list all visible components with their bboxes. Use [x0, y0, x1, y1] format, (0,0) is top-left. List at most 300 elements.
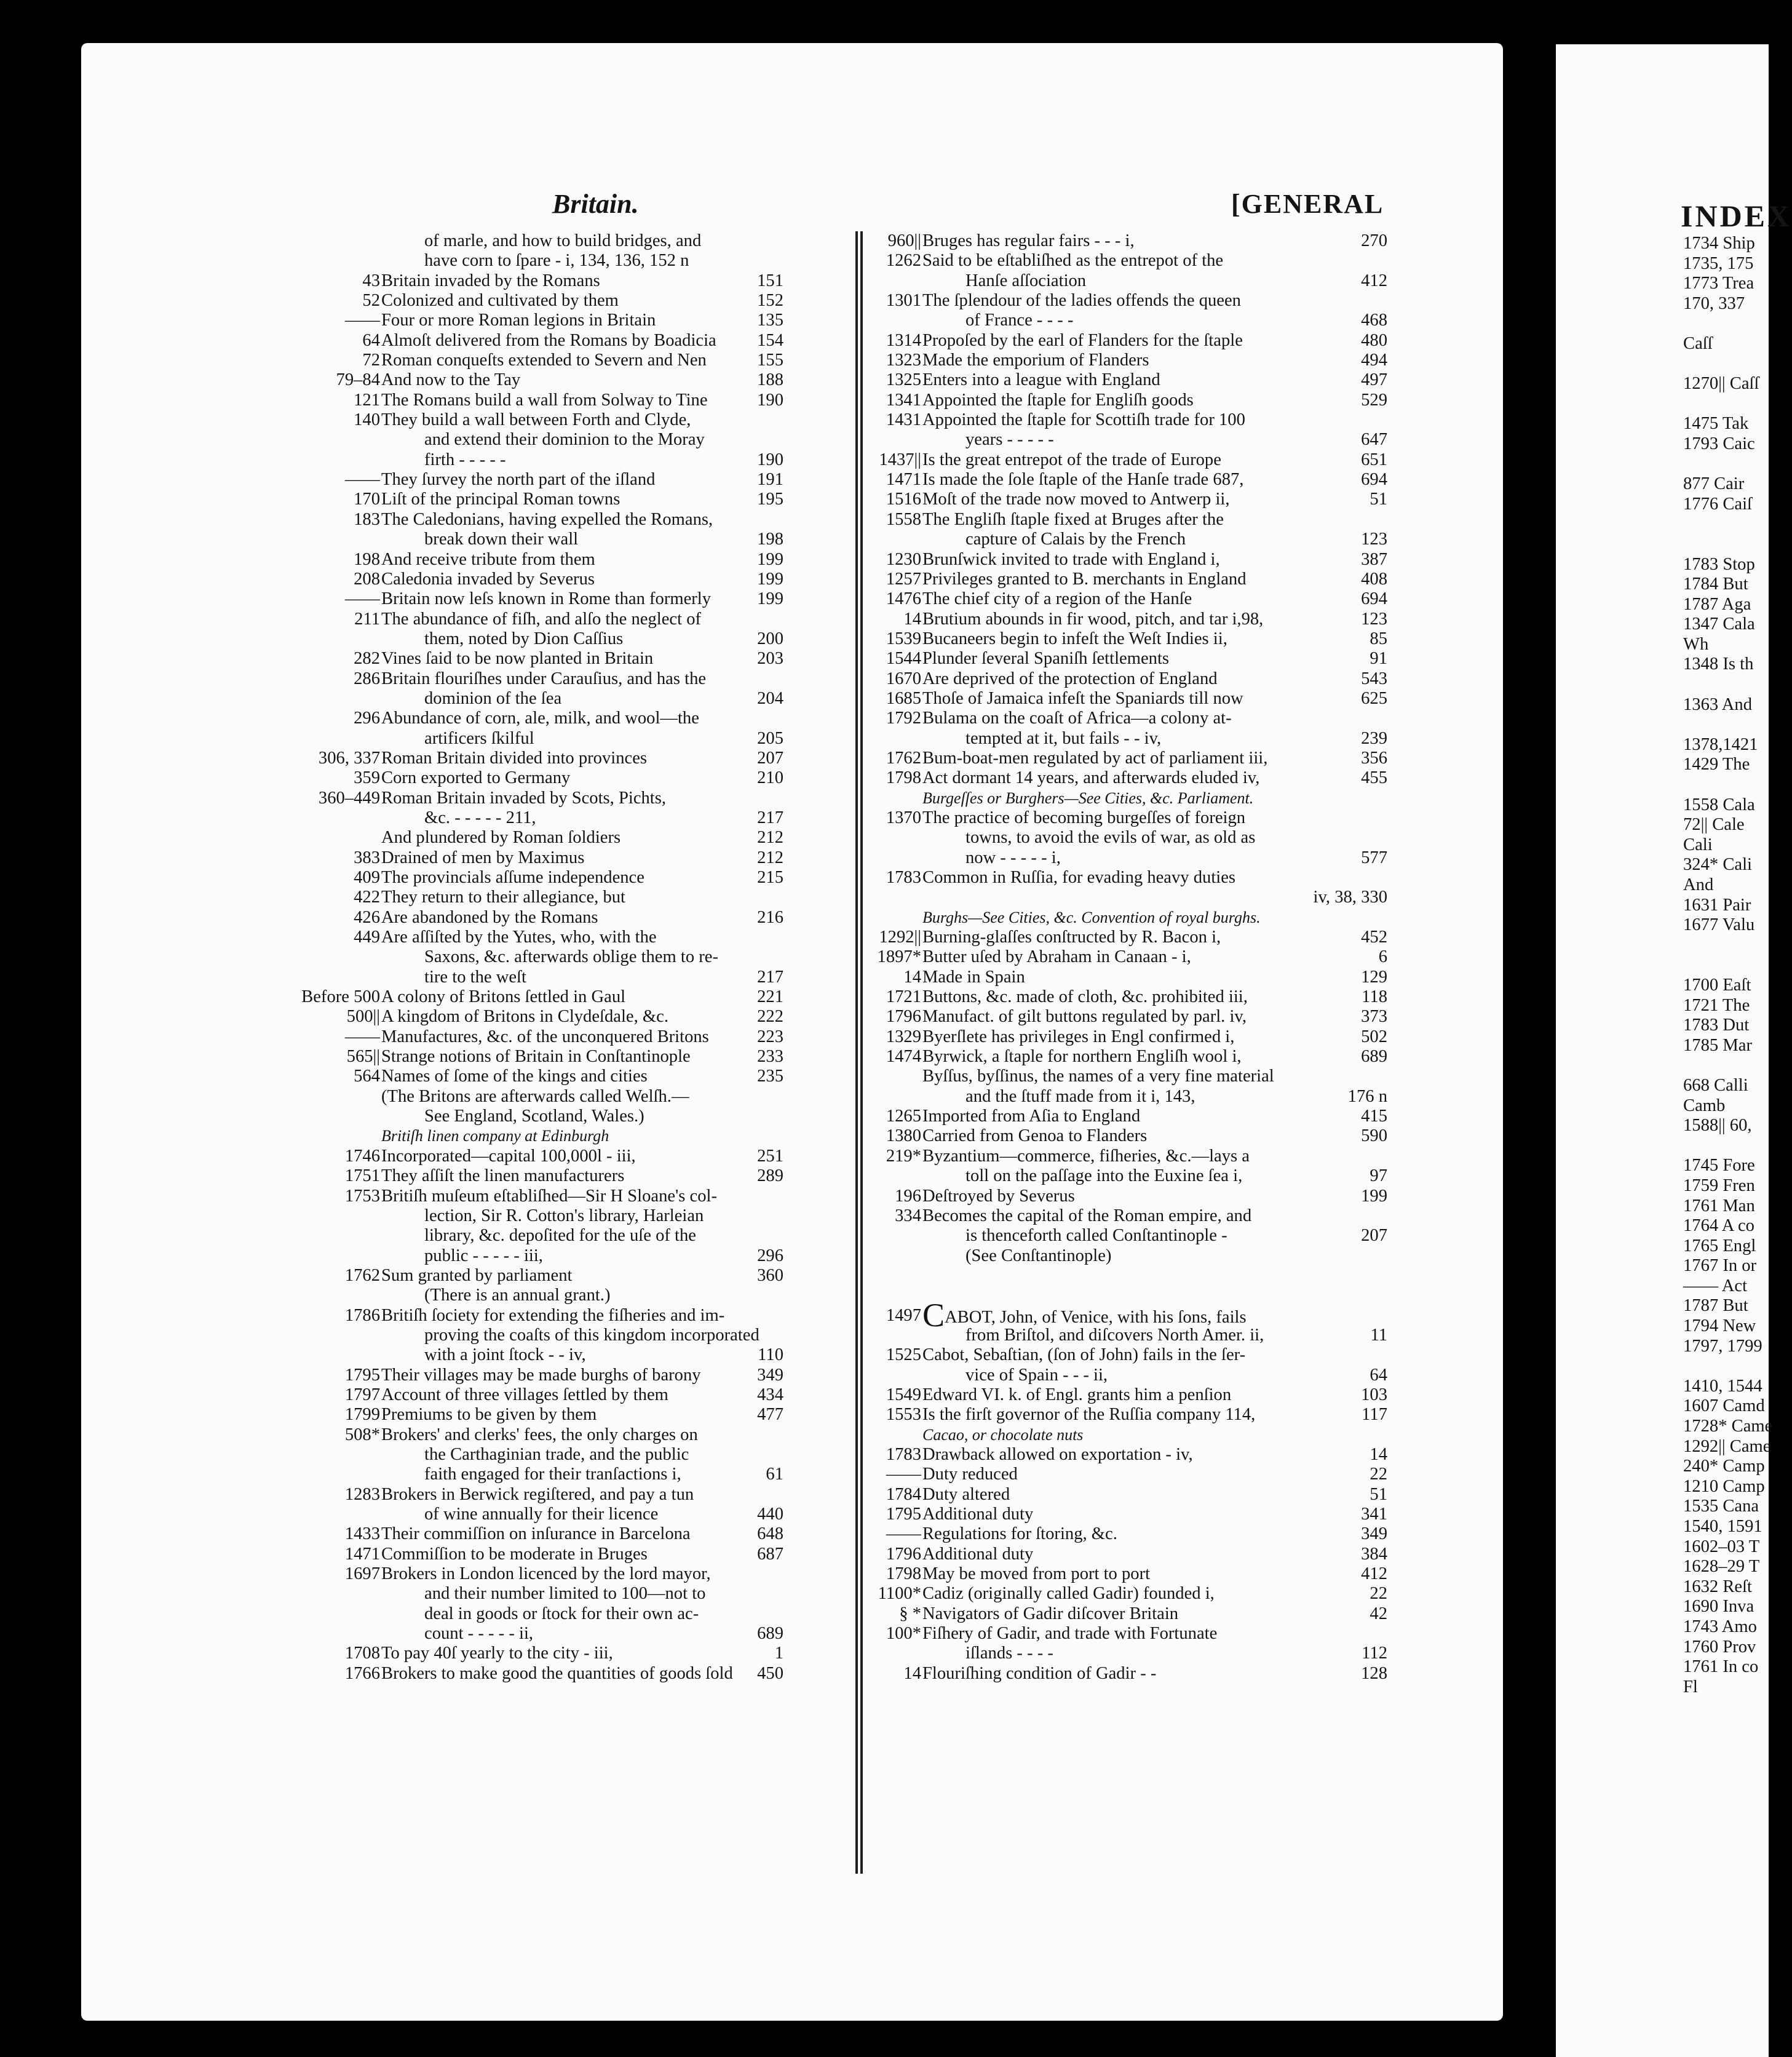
- entry-page-ref: 235: [757, 1067, 783, 1086]
- index-entry: [872, 251, 1387, 271]
- entry-year: 219*: [886, 1146, 921, 1166]
- entry-text: have corn to ſpare - i, 134, 136, 152 n: [424, 251, 689, 271]
- column-rule: [855, 231, 858, 1874]
- entry-page-ref: 625: [1361, 688, 1387, 708]
- entry-text: dominion of the ſea: [424, 688, 562, 708]
- right-page-line: 240* Camp: [1683, 1457, 1765, 1476]
- right-page-line: 1292|| Came: [1683, 1436, 1771, 1456]
- entry-text: Bum-boat-men regulated by act of parliament iii,: [922, 748, 1268, 768]
- entry-text: Duty altered: [922, 1484, 1010, 1504]
- entry-page-ref: 135: [757, 311, 783, 330]
- entry-year: 1474: [886, 1047, 921, 1067]
- entry-text: Appointed the ſtaple for Scottiſh trade for 100: [922, 410, 1245, 430]
- index-entry: [872, 1624, 1387, 1644]
- entry-text: Brokers to make good the quantities of goods ſold: [381, 1663, 733, 1683]
- entry-page-ref: 251: [757, 1146, 783, 1166]
- entry-text: proving the coaſts of this kingdom incorporated: [424, 1325, 759, 1345]
- entry-text: Is made the ſole ſtaple of the Hanſe trade 687,: [922, 470, 1244, 490]
- entry-text: And now to the Tay: [381, 370, 521, 390]
- entry-year: 1783: [886, 868, 921, 887]
- index-entry: [331, 1465, 783, 1484]
- index-entry: [872, 589, 1387, 609]
- entry-text: To pay 40ſ yearly to the city - iii,: [381, 1644, 613, 1663]
- entry-page-ref: 151: [757, 271, 783, 290]
- entry-text: Britiſh ſociety for extending the fiſheries and im-: [381, 1305, 725, 1325]
- entry-text: Drained of men by Maximus: [381, 848, 585, 867]
- entry-text: Fiſhery of Gadir, and trade with Fortunate: [922, 1624, 1218, 1644]
- entry-year: 383: [354, 848, 380, 867]
- entry-year: § *: [899, 1604, 921, 1623]
- entry-text: Byſſus, byſſinus, the names of a very fine material: [922, 1067, 1274, 1086]
- index-entry: [331, 868, 783, 888]
- index-entry: [331, 1166, 783, 1186]
- entry-page-ref: 408: [1361, 569, 1387, 589]
- entry-text: Premiums to be given by them: [381, 1405, 597, 1425]
- entry-text: Bruges has regular fairs - - - i,: [922, 231, 1135, 250]
- index-entry: [331, 470, 783, 490]
- entry-year: 79–84: [336, 370, 380, 390]
- entry-year: 1766: [344, 1663, 380, 1683]
- entry-text: Cadiz (originally called Gadir) founded i,: [922, 1584, 1215, 1604]
- index-entry: [331, 968, 783, 987]
- entry-page-ref: 117: [1362, 1405, 1387, 1425]
- index-entry: [872, 1067, 1387, 1086]
- index-entry: [872, 1296, 1387, 1334]
- entry-year: 1762: [886, 748, 921, 768]
- entry-text: Abundance of corn, ale, milk, and wool—the: [381, 709, 699, 728]
- entry-year: 1798: [886, 768, 921, 788]
- entry-text: and the ſtuff made from it i, 143,: [965, 1086, 1195, 1106]
- entry-page-ref: 222: [757, 1007, 783, 1027]
- index-entry: [872, 689, 1387, 709]
- right-page-line: 1607 Camd: [1683, 1396, 1765, 1416]
- entry-page-ref: 6: [1378, 947, 1387, 967]
- index-entry: [331, 1206, 783, 1226]
- entry-text: Colonized and cultivated by them: [381, 291, 619, 311]
- index-entry: [331, 629, 783, 649]
- index-entry: [872, 1644, 1387, 1663]
- index-entry: [331, 947, 783, 967]
- index-entry: [318, 748, 783, 768]
- entry-text: Cabot, Sebaſtian, (ſon of John) fails in the ſer-: [922, 1345, 1246, 1365]
- entry-year: 1762: [344, 1265, 380, 1285]
- entry-year: 449: [354, 928, 380, 947]
- entry-page-ref: 215: [757, 868, 783, 887]
- index-entry: [331, 1306, 783, 1326]
- index-entry: [331, 1107, 783, 1126]
- index-entry: [331, 1007, 783, 1027]
- index-entry: [301, 987, 783, 1007]
- entry-page-ref: 373: [1361, 1007, 1387, 1027]
- entry-text: Caledonia invaded by Severus: [381, 569, 595, 589]
- entry-text: Made the emporium of Flanders: [922, 351, 1149, 370]
- entry-text: iſlands - - - -: [965, 1644, 1053, 1663]
- entry-year: 500||: [346, 1007, 380, 1027]
- entry-year: 1437||: [879, 450, 921, 469]
- index-entry: [872, 370, 1387, 390]
- entry-text: A kingdom of Britons in Clydeſdale, &c.: [381, 1007, 668, 1027]
- entry-text: Their villages may be made burghs of barony: [381, 1365, 701, 1385]
- index-entry: [872, 331, 1387, 351]
- right-page-line: 1347 Cala: [1683, 615, 1755, 634]
- entry-text: Thoſe of Jamaica infeſt the Spaniards till now: [922, 688, 1243, 708]
- entry-page-ref: 480: [1361, 330, 1387, 350]
- entry-year: 565||: [346, 1047, 380, 1067]
- entry-text: Britain invaded by the Romans: [381, 271, 600, 290]
- entry-text: tempted at it, but fails - - iv,: [965, 728, 1162, 748]
- entry-year: 1341: [886, 390, 921, 410]
- index-entry: [331, 729, 783, 749]
- entry-year: 14: [903, 609, 921, 629]
- entry-page-ref: 97: [1370, 1166, 1387, 1186]
- right-page-line: 1761 In co: [1683, 1657, 1759, 1677]
- running-head-left: Britain.: [552, 189, 639, 219]
- index-entry: [872, 351, 1387, 370]
- right-page-line: 1793 Caic: [1683, 434, 1755, 453]
- index-entry: [331, 1027, 783, 1047]
- entry-year: ——: [344, 1027, 380, 1046]
- right-page-line: 1735, 175: [1683, 253, 1754, 273]
- index-entry: [872, 789, 1387, 808]
- index-entry: [331, 550, 783, 570]
- index-entry: [872, 291, 1387, 311]
- right-page-line: 1759 Fren: [1683, 1176, 1755, 1195]
- index-entry: [872, 1047, 1387, 1067]
- entry-text: Duty reduced: [922, 1465, 1018, 1484]
- index-entry: [872, 888, 1387, 907]
- entry-year: 1314: [886, 330, 921, 350]
- index-entry: [331, 1266, 783, 1286]
- entry-page-ref: 190: [757, 390, 783, 410]
- entry-page-ref: 689: [1361, 1047, 1387, 1067]
- entry-text: Imported from Aſia to England: [922, 1107, 1141, 1126]
- entry-page-ref: 118: [1362, 987, 1387, 1007]
- right-page-line: 1776 Caiſ: [1683, 494, 1752, 514]
- index-entry: [331, 1366, 783, 1385]
- entry-year: 208: [354, 569, 380, 589]
- index-entry: [872, 1604, 1387, 1624]
- right-page-line: [1683, 715, 1772, 735]
- entry-year: 1539: [886, 629, 921, 648]
- right-page-line: 1270|| Caſſ: [1683, 374, 1759, 394]
- right-page-line: 1690 Inva: [1683, 1597, 1754, 1617]
- entry-year: 1697: [344, 1564, 380, 1584]
- entry-year: 286: [354, 669, 380, 688]
- entry-page-ref: 176 n: [1347, 1086, 1387, 1106]
- right-page-line: 668 Calli: [1683, 1075, 1748, 1095]
- entry-text: Appointed the ſtaple for Engliſh goods: [922, 390, 1194, 410]
- index-entry: [872, 550, 1387, 570]
- entry-text: Saxons, &c. afterwards oblige them to re-: [424, 947, 719, 967]
- right-page-line: Cali: [1683, 835, 1713, 854]
- index-entry: [331, 709, 783, 728]
- entry-year: 1544: [886, 649, 921, 669]
- entry-text: years - - - - -: [965, 430, 1054, 450]
- index-entry: [872, 987, 1387, 1007]
- index-entry: [872, 729, 1387, 749]
- entry-text: Bulama on the coaſt of Africa—a colony at-: [922, 709, 1232, 728]
- entry-text: And plundered by Roman ſoldiers: [381, 828, 621, 848]
- entry-text: vice of Spain - - - ii,: [965, 1365, 1108, 1385]
- entry-page-ref: 239: [1361, 728, 1387, 748]
- entry-year: 1746: [344, 1146, 380, 1166]
- index-entry: [331, 1047, 783, 1067]
- entry-year: 1685: [886, 688, 921, 708]
- entry-page-ref: 450: [757, 1663, 783, 1683]
- entry-page-ref: 687: [757, 1544, 783, 1564]
- index-entry: [872, 1087, 1387, 1107]
- entry-page-ref: 51: [1370, 1484, 1387, 1504]
- index-entry: [872, 1286, 1387, 1305]
- index-entry: [872, 649, 1387, 669]
- index-entry: [872, 1664, 1387, 1684]
- entry-text: Roman Britain invaded by Scots, Pichts,: [381, 788, 667, 808]
- entry-text: is thenceforth called Conſtantinople -: [965, 1226, 1227, 1246]
- entry-year: 100*: [886, 1624, 921, 1644]
- entry-text: library, &c. depoſited for the uſe of the: [424, 1226, 696, 1246]
- entry-page-ref: 349: [757, 1365, 783, 1385]
- entry-page-ref: 207: [1361, 1226, 1387, 1246]
- entry-year: 1265: [886, 1107, 921, 1126]
- index-entry: [331, 450, 783, 470]
- entry-year: 14: [903, 1663, 921, 1683]
- entry-year: ——: [886, 1524, 921, 1544]
- index-entry: [872, 1027, 1387, 1047]
- entry-text: break down their wall: [424, 530, 579, 549]
- entry-text: A colony of Britons ſettled in Gaul: [381, 987, 626, 1007]
- entry-page-ref: 233: [757, 1047, 783, 1067]
- entry-page-ref: 387: [1361, 549, 1387, 569]
- entry-year: 1323: [886, 351, 921, 370]
- entry-year: 140: [354, 410, 380, 430]
- entry-year: 170: [354, 490, 380, 509]
- right-page-line: [1683, 455, 1772, 475]
- right-page-column: [1683, 234, 1772, 1697]
- index-entry: [331, 430, 783, 450]
- entry-page-ref: 502: [1361, 1027, 1387, 1046]
- entry-text: Brutium abounds in fir wood, pitch, and tar i,98,: [922, 609, 1264, 629]
- entry-text: tire to the weſt: [424, 967, 526, 987]
- right-page-line: 1602–03 T: [1683, 1537, 1760, 1556]
- entry-page-ref: 529: [1361, 390, 1387, 410]
- entry-year: 1525: [886, 1345, 921, 1365]
- index-entry: [331, 1425, 783, 1445]
- entry-page-ref: 51: [1370, 490, 1387, 509]
- index-entry: [331, 271, 783, 291]
- entry-year: 1380: [886, 1126, 921, 1146]
- index-entry: [331, 888, 783, 907]
- index-entry: [872, 669, 1387, 689]
- entry-text: The provincials aſſume independence: [381, 868, 644, 887]
- entry-text: and extend their dominion to the Moray: [424, 430, 705, 450]
- index-entry: [872, 1366, 1387, 1385]
- entry-text: and their number limited to 100—not to: [424, 1584, 706, 1604]
- index-entry: [331, 530, 783, 549]
- entry-text: Brunſwick invited to trade with England i,: [922, 549, 1220, 569]
- entry-year: 1262: [886, 251, 921, 271]
- entry-text: Brokers in London licenced by the lord mayor,: [381, 1564, 711, 1584]
- entry-text: Privileges granted to B. merchants in England: [922, 569, 1247, 589]
- entry-page-ref: 128: [1361, 1663, 1387, 1683]
- index-entry: [872, 490, 1387, 509]
- entry-text: Incorporated—capital 100,000l - iii,: [381, 1146, 636, 1166]
- right-page-line: 1773 Trea: [1683, 274, 1754, 293]
- entry-year: 1497: [886, 1305, 921, 1325]
- index-entry: [331, 1564, 783, 1584]
- entry-text: The chief city of a region of the Hanſe: [922, 589, 1192, 609]
- entry-text: Corn exported to Germany: [381, 768, 571, 788]
- index-entry: [872, 749, 1387, 768]
- entry-text: Propoſed by the earl of Flanders for the ſtaple: [922, 330, 1243, 350]
- index-entry: [872, 510, 1387, 530]
- right-page-line: 1784 But: [1683, 575, 1748, 594]
- entry-text: Strange notions of Britain in Conſtantinople: [381, 1047, 691, 1067]
- entry-year: 426: [354, 907, 380, 927]
- entry-text: Drawback allowed on exportation - iv,: [922, 1444, 1193, 1464]
- right-page-line: 1794 New: [1683, 1316, 1756, 1336]
- entry-year: 508*: [344, 1425, 380, 1444]
- right-page-line: 1348 Is th: [1683, 654, 1754, 674]
- entry-page-ref: 22: [1370, 1584, 1387, 1604]
- index-entry: [872, 1345, 1387, 1365]
- entry-page-ref: 154: [757, 330, 783, 350]
- entry-year: 1795: [886, 1505, 921, 1524]
- entry-text: Flouriſhing condition of Gadir - -: [922, 1663, 1157, 1683]
- right-page-line: 1540, 1591: [1683, 1517, 1762, 1536]
- entry-year: 359: [354, 768, 380, 788]
- index-entry: [872, 1465, 1387, 1484]
- entry-text: of France - - - -: [965, 311, 1074, 330]
- entry-page-ref: 85: [1370, 629, 1387, 648]
- index-entry: [872, 610, 1387, 629]
- entry-text: them, noted by Dion Caſſius: [424, 629, 624, 648]
- right-page-line: Wh: [1683, 634, 1709, 654]
- right-page-line: 170, 337: [1683, 293, 1745, 313]
- index-entry: [331, 1345, 783, 1365]
- right-page-line: [1683, 354, 1772, 375]
- entry-year: 211: [354, 609, 380, 629]
- right-page-line: 1410, 1544: [1683, 1376, 1762, 1396]
- right-page-line: 1797, 1799: [1683, 1336, 1762, 1356]
- entry-page-ref: 349: [1361, 1524, 1387, 1544]
- entry-year: 960||: [887, 231, 921, 250]
- index-entry: [872, 1445, 1387, 1465]
- index-entry: [331, 649, 783, 669]
- entry-year: 1553: [886, 1405, 921, 1425]
- entry-year: 72: [362, 351, 380, 370]
- index-entry: [872, 450, 1387, 470]
- index-entry: [872, 1206, 1387, 1226]
- entry-text: The practice of becoming burgeſſes of foreign: [922, 808, 1246, 827]
- index-entry: [872, 530, 1387, 549]
- entry-year: ——: [344, 470, 380, 490]
- entry-page-ref: 190: [757, 450, 783, 469]
- entry-year: 1471: [886, 470, 921, 490]
- entry-page-ref: 217: [757, 808, 783, 827]
- entry-year: 1783: [886, 1444, 921, 1464]
- entry-page-ref: 155: [757, 351, 783, 370]
- entry-year: 1301: [886, 291, 921, 311]
- entry-year: 1230: [886, 549, 921, 569]
- index-entry: [872, 1246, 1387, 1266]
- index-entry: [872, 1564, 1387, 1584]
- right-page-line: —— Act: [1683, 1276, 1748, 1295]
- right-page-line: Camb: [1683, 1096, 1726, 1115]
- entry-page-ref: 129: [1361, 967, 1387, 987]
- index-entry: [331, 1545, 783, 1564]
- right-page-line: 1535 Cana: [1683, 1497, 1759, 1516]
- entry-year: 1257: [886, 569, 921, 589]
- index-entry: [331, 1524, 783, 1544]
- entry-page-ref: 123: [1361, 530, 1387, 549]
- entry-page-ref: 42: [1370, 1604, 1387, 1623]
- entry-year: ——: [886, 1465, 921, 1484]
- entry-text: Are aſſiſted by the Yutes, who, with the: [381, 928, 657, 947]
- index-entry: [331, 908, 783, 928]
- entry-page-ref: 212: [757, 848, 783, 867]
- entry-page-ref: 91: [1370, 649, 1387, 669]
- index-entry: [872, 968, 1387, 987]
- index-entry: [331, 589, 783, 609]
- right-page-line: 1787 But: [1683, 1296, 1748, 1316]
- entry-page-ref: 223: [757, 1027, 783, 1046]
- entry-text: CABOT, John, of Venice, with his ſons, fails: [922, 1296, 1247, 1334]
- index-entry: [872, 828, 1387, 848]
- right-page-line: 1745 Fore: [1683, 1156, 1755, 1176]
- index-entry: [872, 1166, 1387, 1186]
- entry-page-ref: 103: [1361, 1385, 1387, 1404]
- entry-page-ref: 289: [757, 1166, 783, 1186]
- entry-year: 282: [354, 649, 380, 669]
- entry-page-ref: iv, 38, 330: [1313, 888, 1387, 907]
- entry-page-ref: 200: [757, 629, 783, 648]
- index-entry: [331, 1584, 783, 1604]
- entry-text: They aſſiſt the linen manufacturers: [381, 1166, 625, 1186]
- index-entry: [331, 410, 783, 430]
- entry-text: (See Conſtantinople): [965, 1246, 1112, 1265]
- entry-page-ref: 199: [757, 589, 783, 609]
- index-entry: [331, 510, 783, 530]
- entry-text: The ſplendour of the ladies offends the queen: [922, 291, 1241, 311]
- entry-text: &c. - - - - - 211,: [424, 808, 536, 827]
- right-page-line: 1475 Tak: [1683, 414, 1749, 434]
- entry-page-ref: 412: [1361, 271, 1387, 290]
- entry-text: Liſt of the principal Roman towns: [381, 490, 620, 509]
- entry-text: Moſt of the trade now moved to Antwerp ii,: [922, 490, 1230, 509]
- entry-year: ——: [344, 311, 380, 330]
- entry-page-ref: 152: [757, 291, 783, 311]
- entry-page-ref: 191: [757, 470, 783, 490]
- entry-text: artificers ſkilful: [424, 728, 534, 748]
- entry-page-ref: 195: [757, 490, 783, 509]
- entry-text: The abundance of fiſh, and alſo the neglect of: [381, 609, 702, 629]
- right-page-line: Caſſ: [1683, 333, 1713, 353]
- entry-page-ref: 497: [1361, 370, 1387, 390]
- index-entry: [331, 1067, 783, 1086]
- entry-year: 1721: [886, 987, 921, 1007]
- index-entry: [872, 808, 1387, 828]
- entry-year: 1431: [886, 410, 921, 430]
- index-entry: [331, 610, 783, 629]
- entry-page-ref: 651: [1361, 450, 1387, 469]
- right-page-line: 1764 A co: [1683, 1216, 1754, 1236]
- index-entry: [872, 1147, 1387, 1166]
- index-entry: [872, 1584, 1387, 1604]
- entry-text: Carried from Genoa to Flanders: [922, 1126, 1148, 1146]
- entry-text: Account of three villages ſettled by them: [381, 1385, 668, 1404]
- entry-text: Burgeſſes or Burghers—See Cities, &c. Parliament.: [922, 789, 1254, 807]
- entry-text: deal in goods or ſtock for their own ac-: [424, 1604, 699, 1623]
